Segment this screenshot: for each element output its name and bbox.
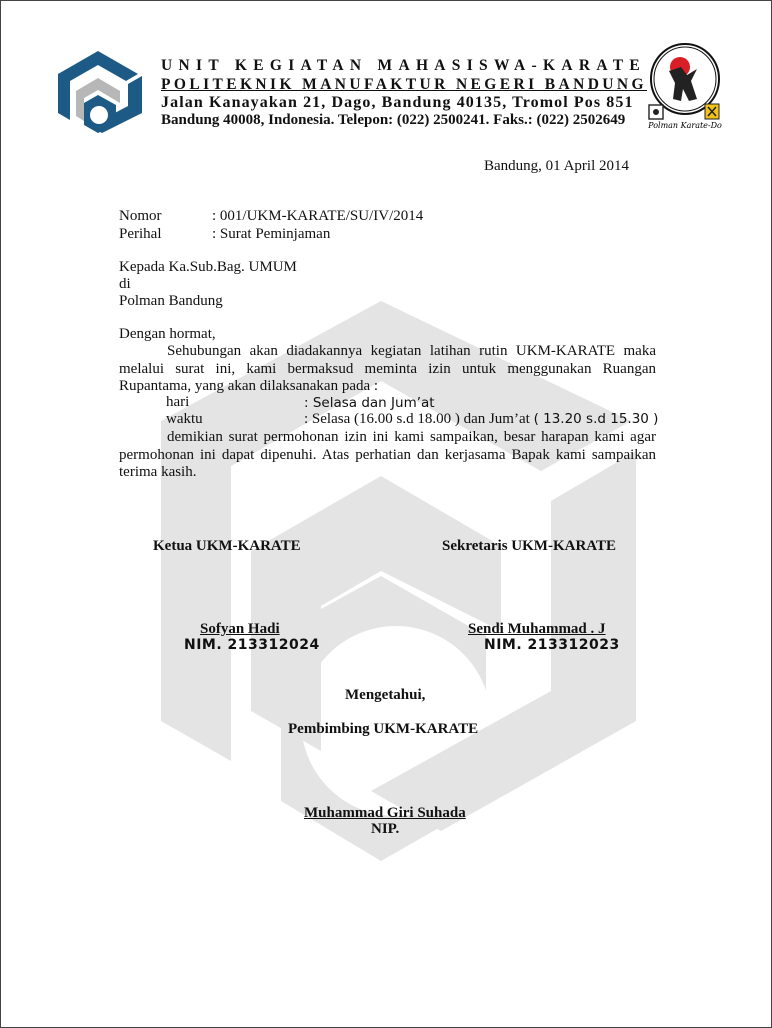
right-signatory-name: Sendi Muhammad . J <box>468 621 606 637</box>
greeting: Dengan hormat, <box>119 326 216 342</box>
recipient-line-3: Polman Bandung <box>119 293 223 309</box>
left-signatory-name: Sofyan Hadi <box>200 621 280 637</box>
paragraph-1 <box>119 343 656 396</box>
right-signatory-title: Sekretaris UKM-KARATE <box>442 538 617 554</box>
waktu-value-b: ( 13.20 s.d 15.30 ) <box>533 411 659 427</box>
right-signatory-nim: NIM. 213312023 <box>484 637 620 653</box>
institution-name: POLITEKNIK MANUFAKTUR NEGERI BANDUNG <box>161 76 647 93</box>
waktu-label: waktu <box>166 411 203 427</box>
advisor-name: Muhammad Giri Suhada <box>304 805 466 821</box>
perihal-label: Perihal <box>119 226 162 242</box>
advisor-nip: NIP. <box>371 821 400 837</box>
acknowledged-label: Mengetahui, <box>345 687 426 703</box>
letter-date: Bandung, 01 April 2014 <box>484 158 629 174</box>
paragraph-2 <box>119 429 656 482</box>
advisor-title: Pembimbing UKM-KARATE <box>288 721 479 737</box>
karate-do-logo <box>647 41 723 131</box>
address-line: Jalan Kanayakan 21, Dago, Bandung 40135, Tromol Pos 851 <box>161 94 634 111</box>
left-signatory-nim: NIM. 213312024 <box>184 637 320 653</box>
hari-label: hari <box>166 394 190 410</box>
org-name: UNIT KEGIATAN MAHASISWA-KARATE <box>161 57 646 74</box>
paragraph-2-text: demikian surat permohonan izin ini kami sampaikan, besar harapan kami agar permohonan ini dapat dipenuhi. Atas perhatian dan kerjasama Bapak kami sampaikan terima kasih. <box>119 429 656 480</box>
left-signatory-title: Ketua UKM-KARATE <box>153 538 301 554</box>
waktu-value-a: : Selasa (16.00 s.d 18.00 ) dan Jum’at <box>304 411 530 427</box>
nomor-value: : 001/UKM-KARATE/SU/IV/2014 <box>212 208 424 224</box>
perihal-value: : Surat Peminjaman <box>212 226 331 242</box>
hari-value: : Selasa dan Jum’at <box>304 395 435 411</box>
contact-line: Bandung 40008, Indonesia. Telepon: (022) 2500241. Faks.: (022) 2502649 <box>161 112 626 128</box>
waktu-value <box>304 411 658 428</box>
recipient-line-1: Kepada Ka.Sub.Bag. UMUM <box>119 259 297 275</box>
recipient-line-2: di <box>119 276 131 292</box>
nomor-label: Nomor <box>119 208 162 224</box>
polman-logo <box>56 51 146 133</box>
logo-caption: Polman Karate-Do <box>648 121 722 130</box>
paragraph-1-text: Sehubungan akan diadakannya kegiatan latihan rutin UKM-KARATE maka melalui surat ini, kami bermaksud meminta izin untuk menggunakan Ruangan Rupantama, yang akan dilaksanakan pada : <box>119 343 656 394</box>
